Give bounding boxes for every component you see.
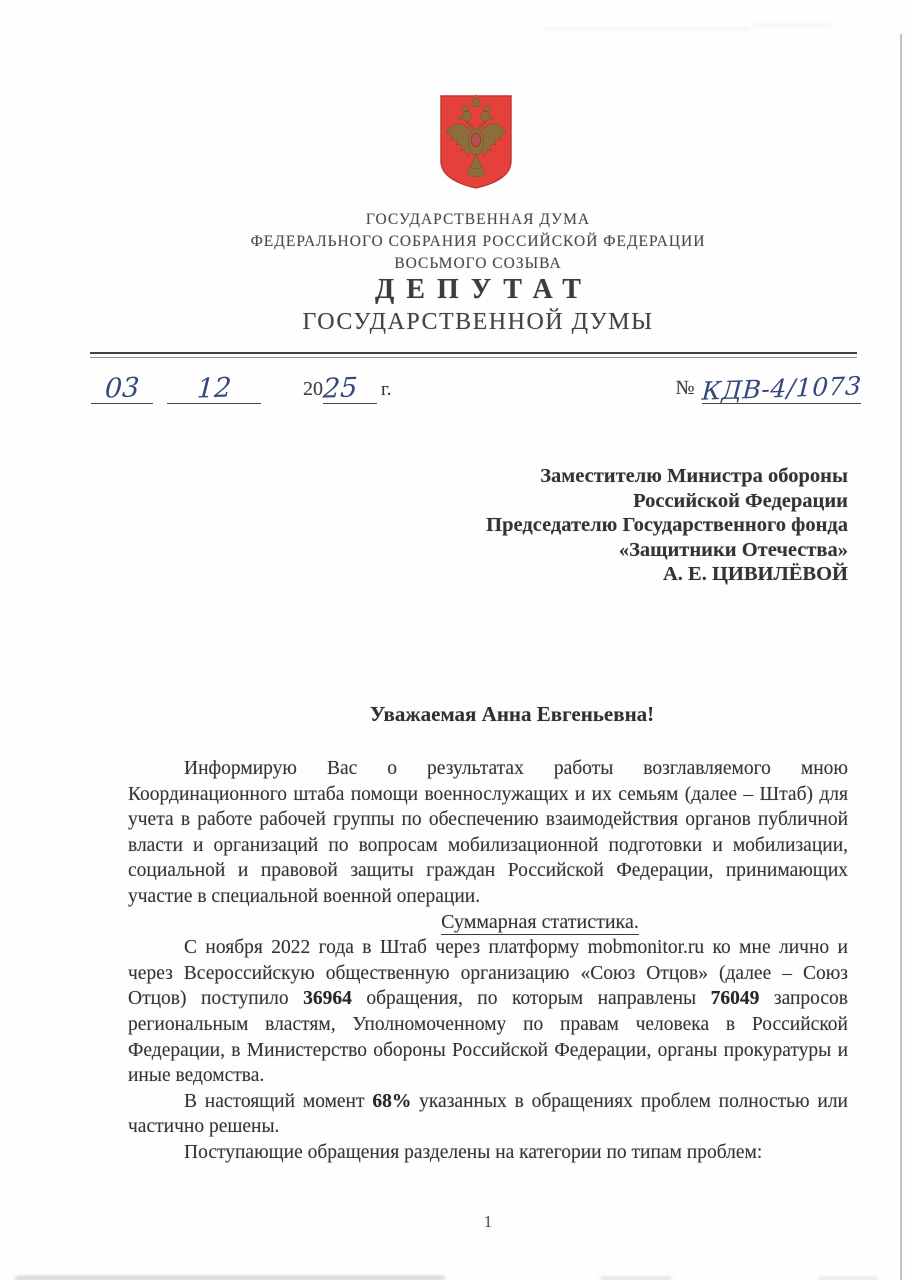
- date-suffix: г.: [381, 379, 392, 400]
- addressee-line: Заместителю Министра обороны: [540, 465, 848, 487]
- salutation: Уважаемая Анна Евгеньевна!: [369, 702, 655, 726]
- date-day-field: [91, 372, 153, 405]
- date-year-printed: 20: [303, 378, 323, 400]
- addressee-name: А. Е. ЦИВИЛЁВОЙ: [662, 563, 848, 586]
- coat-of-arms-icon: [437, 93, 515, 191]
- handwritten-month: 12: [195, 372, 233, 405]
- handwritten-year: 25: [322, 372, 359, 405]
- letterhead-divider: [90, 352, 857, 358]
- addressee-line: Российской Федерации: [633, 489, 848, 512]
- date-year-field: [322, 372, 377, 405]
- letterhead-org-lines: [118, 209, 838, 275]
- scan-artifact: [545, 28, 750, 30]
- addressee-block: [328, 464, 848, 587]
- org-line-1: ГОСУДАРСТВЕННАЯ ДУМА: [365, 211, 591, 228]
- addressee-line: Председателю Государственного фонда: [486, 514, 848, 537]
- body-paragraph-1: Информирую Вас о результатах работы возглавляемого мною Координационного штаба помощи военнослужащих и их семьям (далее – Штаб) для учета в работе рабочей группы по обеспечению взаимодействия органов публичной власти и организаций по вопросам мобилизационной подготовки и мобилизации, социальной и правовой защиты граждан Российской Федерации, принимающих участие в специальной военной операции.: [128, 758, 848, 907]
- org-line-3: ВОСЬМОГО СОЗЫВА: [394, 255, 562, 272]
- body-paragraph-4: Поступающие обращения разделены на категории по типам проблем:: [184, 1141, 763, 1163]
- document-number: [675, 362, 861, 404]
- handwritten-day: 03: [103, 372, 141, 405]
- scan-page-edge: [900, 34, 902, 1280]
- handwritten-number: КДВ-4/1073: [700, 371, 862, 406]
- date-month-field: [167, 372, 261, 405]
- body-paragraph-2: С ноября 2022 года в Штаб через платформу mobmonitor.ru ко мне лично и через Всероссийскую общественную организацию «Союз Отцов» (далее – Союз Отцов) поступило 36964 обращения, по которым направлены 76049 запросов региональным властям, Уполномоченному по правам человека в Российской Федерации, в Министерство обороны Российской Федерации, органы прокуратуры и иные ведомства.: [128, 937, 848, 1087]
- deputy-title-org: ГОСУДАРСТВЕННОЙ ДУМЫ: [302, 309, 654, 335]
- scan-artifact: [15, 1276, 445, 1280]
- number-sign-label: №: [675, 377, 695, 399]
- body-paragraph-3: В настоящий момент 68% указанных в обращениях проблем полностью или частично решены.: [128, 1090, 848, 1138]
- number-field: [700, 371, 862, 406]
- addressee-line: «Защитники Отечества»: [618, 538, 848, 561]
- section-heading: Суммарная статистика.: [441, 910, 639, 933]
- scan-artifact: [754, 24, 832, 26]
- page-number: 1: [483, 1212, 493, 1231]
- emblem-inner-shield: [471, 133, 480, 147]
- org-line-2: ФЕДЕРАЛЬНОГО СОБРАНИЯ РОССИЙСКОЙ ФЕДЕРАЦИИ: [250, 233, 706, 250]
- deputy-title: ДЕПУТАТ: [375, 274, 593, 305]
- document-date: [91, 362, 391, 404]
- letter-body: [128, 756, 848, 1166]
